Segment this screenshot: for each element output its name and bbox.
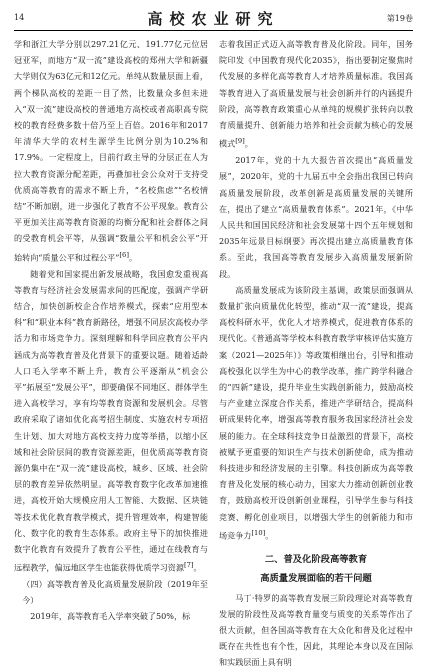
page-number: 14 [14, 13, 25, 22]
citation: [9] [235, 137, 245, 146]
journal-title: 高校农业研究 [147, 10, 280, 28]
left-column [14, 36, 208, 662]
citation: [6] [119, 250, 129, 259]
body-paragraph: 2019年，高等教育毛入学率突破了50%，标 [30, 611, 191, 622]
body-paragraph: 学和浙江大学分别以297.21亿元、191.77亿元位居冠亚军，而地方“双一流”建设高校的郑州大学和新疆大学则仅为63亿元和12亿元。单纯从数量层面上看，两个梯队高校的差距一目了然，比数量众多但未进入“双一流”建设高校的普通地方高校或者高职高专院校的教育经费多数十倍乃至上百倍。2016年和2017年清华大学的农村生源学生比例分别为10.2%和17.9%。一定程度上，目前行政主导的分层正在人为拉大教育资源分配差距，再叠加社会公众对于支持受优质高等教育的需求不断上升，“名校焦虑”“名校情结”不断加剧，进一步强化了教育不公平现象。教育公平更加关注高等教育资源的均衡分配和社会群体之间的受教育机会平等，从强调“数量公平和机会公平”开始转向“质量公平和过程公平”[6]。 [14, 39, 208, 263]
citation: [10] [251, 528, 266, 537]
body-paragraph: 2017年，党的十九大报告首次提出“高质量发展”，2020年，党的十九届五中全会指出我国已转向高质量发展阶段，改革创新是高质量发展的关键所在，提出了建立“高质量教育体系”。2021年，《中华人民共和国国民经济和社会发展第十四个五年规划和2035年远景目标纲要》再次提出建立高质量教育体系。至此，我国高等教育发展步入高质量发展新阶段。 [219, 155, 413, 279]
body-paragraph: 马丁·特罗的高等教育发展三阶段理论对高等教育发展的阶段性及高等教育量变与质变的关系等作出了很大贡献，但各国高等教育在大众化和普及化过程中既存在共性也有个性，因此，其理论本身以及在国际和实践层面上具有明 [219, 592, 413, 668]
issue-label: 第19卷 [386, 14, 413, 23]
body-paragraph: 高质量发展成为该阶段主基调，政策层面强调从数量扩张向质量优化转型，推动“双一流”建设，提高高校科研水平，优化人才培养模式，促进教育体系的现代化。《普通高等学校本科教育教学审核评估实施方案（2021—2025年）》等政策相继出台，引导和推动高校强化以学生为中心的教学改革，推广跨学科融合的“四新”建设，提升毕业生实践创新能力，鼓励高校与产业建立深度合作关系，推进产学研结合，提高科研成果转化率，增强高等教育服务我国家经济社会发展的能力。在全球科技竞争日益激烈的背景下，高校被赋予更重要的知识生产与技术创新使命，成为推动科技进步和经济发展的主引擎。科技创新成为高等教育普及化发展的核心动力，国家大力推动创新创业教育，鼓励高校开设创新创业课程，引导学生参与科技竞赛、孵化创业项目，以增强大学生的创新能力和市场竞争力[10]。 [219, 284, 413, 541]
citation: [7] [183, 561, 194, 570]
subsection-title: （四）高等教育普及化高质量发展阶段（2019年至今） [22, 579, 208, 606]
right-column [219, 36, 413, 668]
section-title: 二、普及化阶段高等教育 高质量发展面临的若干问题 [260, 553, 372, 584]
body-paragraph: 志着我国正式迈入高等教育普及化阶段。同年，国务院印发《中国教育现代化2035》，指出要制定聚焦时代发展的多样化高等教育人才培养质量标准。我国高等教育进入了高质量发展与社会创新并行的内涵提升阶段，高等教育政策重心从单纯的规模扩张转向以教育质量提升、创新能力培养和社会贡献为核心的发展模式[9]。 [219, 39, 413, 149]
header-rule [14, 30, 413, 31]
page-header [14, 8, 413, 30]
body-paragraph: 随着党和国家提出新发展战略，我国愈发重视高等教育与经济社会发展需求间的匹配度，强调产学研结合，加快创新校企合作培养模式，探索“应用型本科”和“职业本科”教育新路径，增强不同层次高校办学活力和市场竞争力。深刻理解和科学回应教育公平内涵成为高等教育普及化背景下的重要议题。随着适龄人口毛入学率不断上升，教育公平逐渐从“机会公平”拓展至“发展公平”，即要确保不同地区、群体学生进入高校学习，享有均等教育资源和发展机会。尽管政府采取了诸如优化高考招生制度、实施农村专项招生计划、加大对地方高校支持力度等举措，以缩小区域和社会阶层间的教育资源差距，但优质高等教育资源仍集中在“双一流”建设高校，城乡、区域、社会阶层的教育差异依然明显。高等教育数字化改革加速推进，高校开始大规模应用人工智能、大数据、区块链等技术优化教育教学模式，提升管理效率，构建智能化、数字化的教育生态体系。政府主导下的加快推进数字化教育有效提升了教育公平性，通过在线教育与远程教学，偏远地区学生也能获得优质学习资源[7]。 [14, 268, 208, 573]
